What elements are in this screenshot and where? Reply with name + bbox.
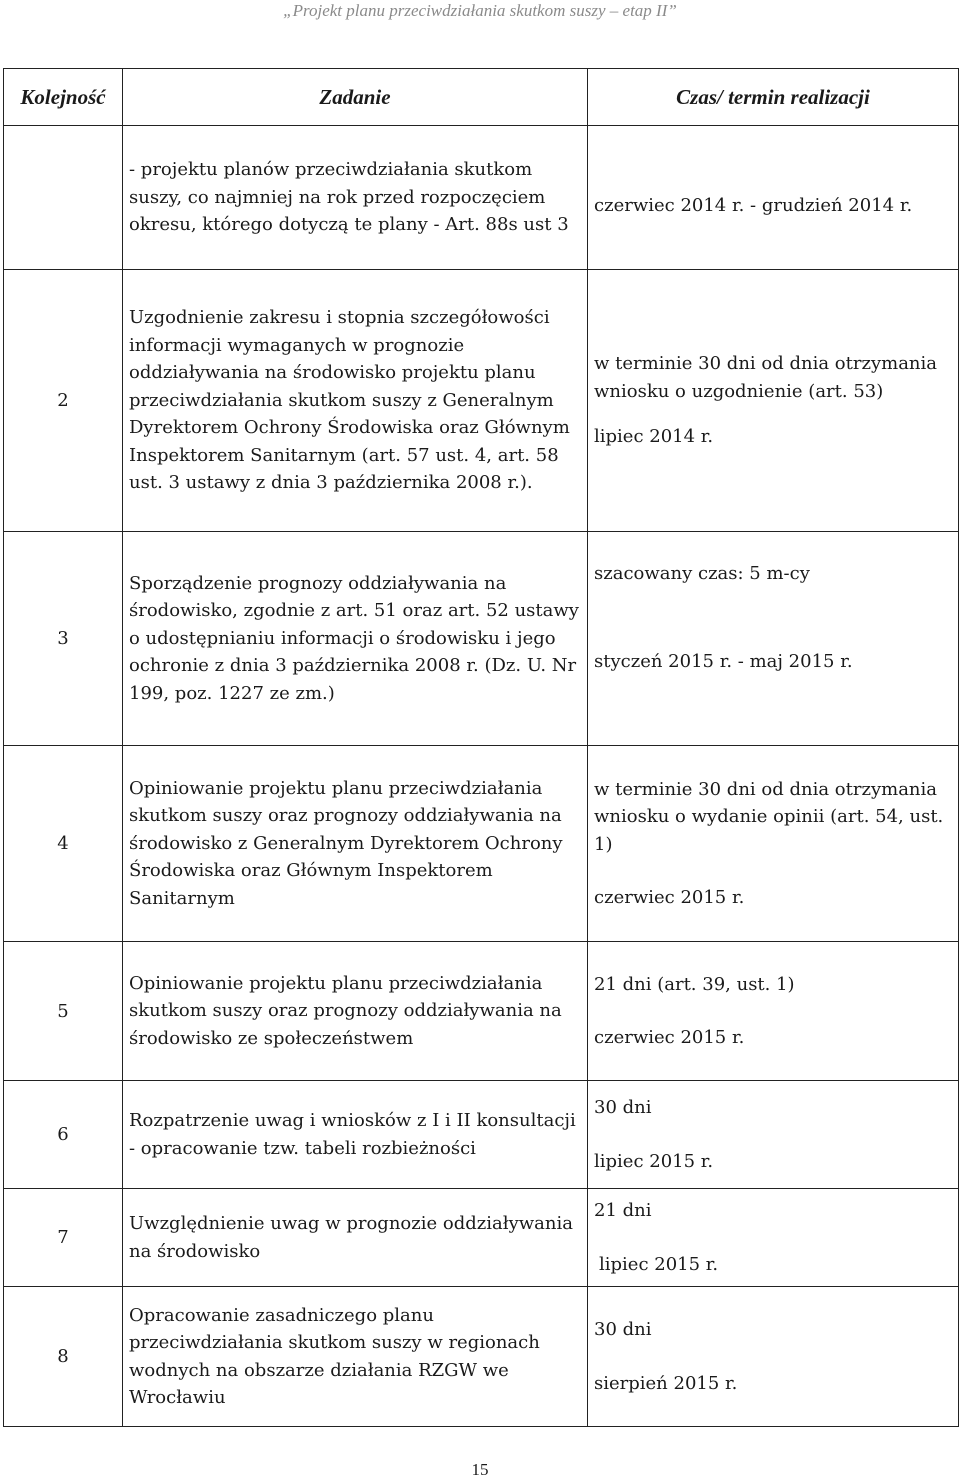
row-deadline [588,1081,959,1189]
row-number: 2 [4,270,123,532]
row-task: Sporządzenie prognozy oddziaływania na środowisko, zgodnie z art. 51 oraz art. 52 ustawy o udostępnianiu informacji o środowisku i jego ochronie z dnia 3 października 2008 r. (Dz. U. Nr 199, poz. 1227 ze zm.) [123,532,588,746]
deadline-line: czerwiec 2014 r. - grudzień 2014 r. [594,194,913,216]
deadline-line: czerwiec 2015 r. [594,887,745,908]
row-task: Uzgodnienie zakresu i stopnia szczegółowości informacji wymaganych w prognozie oddziaływania na środowisko projektu planu przeciwdziałania skutkom suszy z Generalnym Dyrektorem Ochrony Środowiska oraz Głównym Inspektorem Sanitarnym (art. 57 ust. 4, art. 58 ust. 3 ustawy z dnia 3 października 2008 r.). [123,270,588,532]
row-number: 7 [4,1189,123,1287]
row-task: Opiniowanie projektu planu przeciwdziałania skutkom suszy oraz prognozy oddziaływania na środowisko z Generalnym Dyrektorem Ochrony Środowiska oraz Głównym Inspektorem Sanitarnym [123,746,588,942]
table-row [4,942,959,1081]
row-number [4,126,123,270]
deadline-line: 30 dni [594,1319,652,1340]
row-number: 3 [4,532,123,746]
row-task: Rozpatrzenie uwag i wniosków z I i II konsultacji - opracowanie tzw. tabeli rozbieżności [123,1081,588,1189]
row-task: Opiniowanie projektu planu przeciwdziałania skutkom suszy oraz prognozy oddziaływania na środowisko ze społeczeństwem [123,942,588,1081]
deadline-line: 21 dni (art. 39, ust. 1) [594,973,795,995]
row-task: Uwzględnienie uwag w prognozie oddziaływania na środowisko [123,1189,588,1287]
row-deadline [588,126,959,270]
deadline-line: w terminie 30 dni od dnia otrzymania wniosku o uzgodnienie (art. 53) [594,353,938,402]
row-number: 8 [4,1287,123,1427]
row-deadline [588,746,959,942]
column-header-task: Zadanie [123,69,588,126]
table-row [4,126,959,270]
schedule-table [3,68,959,1427]
deadline-line: czerwiec 2015 r. [594,1027,745,1048]
table-row [4,532,959,746]
deadline-line: lipiec 2015 r. [599,1253,719,1275]
row-number: 5 [4,942,123,1081]
deadline-line: szacowany czas: 5 m-cy [594,563,810,584]
row-deadline [588,532,959,746]
table-row [4,1287,959,1427]
row-task: Opracowanie zasadniczego planu przeciwdziałania skutkom suszy w regionach wodnych na obszarze działania RZGW we Wrocławiu [123,1287,588,1427]
row-deadline [588,270,959,532]
table-row [4,1081,959,1189]
deadline-line: w terminie 30 dni od dnia otrzymania wniosku o wydanie opinii (art. 54, ust. 1) [594,778,944,855]
deadline-line: lipiec 2015 r. [594,1150,714,1172]
deadline-line: styczeń 2015 r. - maj 2015 r. [594,650,853,672]
column-header-deadline: Czas/ termin realizacji [588,69,959,126]
column-header-order: Kolejność [4,69,123,126]
table-row [4,270,959,532]
deadline-line: sierpień 2015 r. [594,1372,738,1394]
page-header: „Projekt planu przeciwdziałania skutkom suszy – etap II” [283,1,677,20]
row-task: - projektu planów przeciwdziałania skutkom suszy, co najmniej na rok przed rozpoczęciem okresu, którego dotyczą te plany - Art. 88s ust 3 [123,126,588,270]
table-row [4,746,959,942]
table-header-row [4,69,959,126]
row-number: 4 [4,746,123,942]
deadline-line: 30 dni [594,1097,652,1118]
table-row [4,1189,959,1287]
deadline-line: 21 dni [594,1200,652,1221]
row-deadline [588,1189,959,1287]
row-deadline [588,1287,959,1427]
deadline-line: lipiec 2014 r. [594,426,714,448]
page-number: 15 [471,1460,489,1479]
row-number: 6 [4,1081,123,1189]
row-deadline [588,942,959,1081]
